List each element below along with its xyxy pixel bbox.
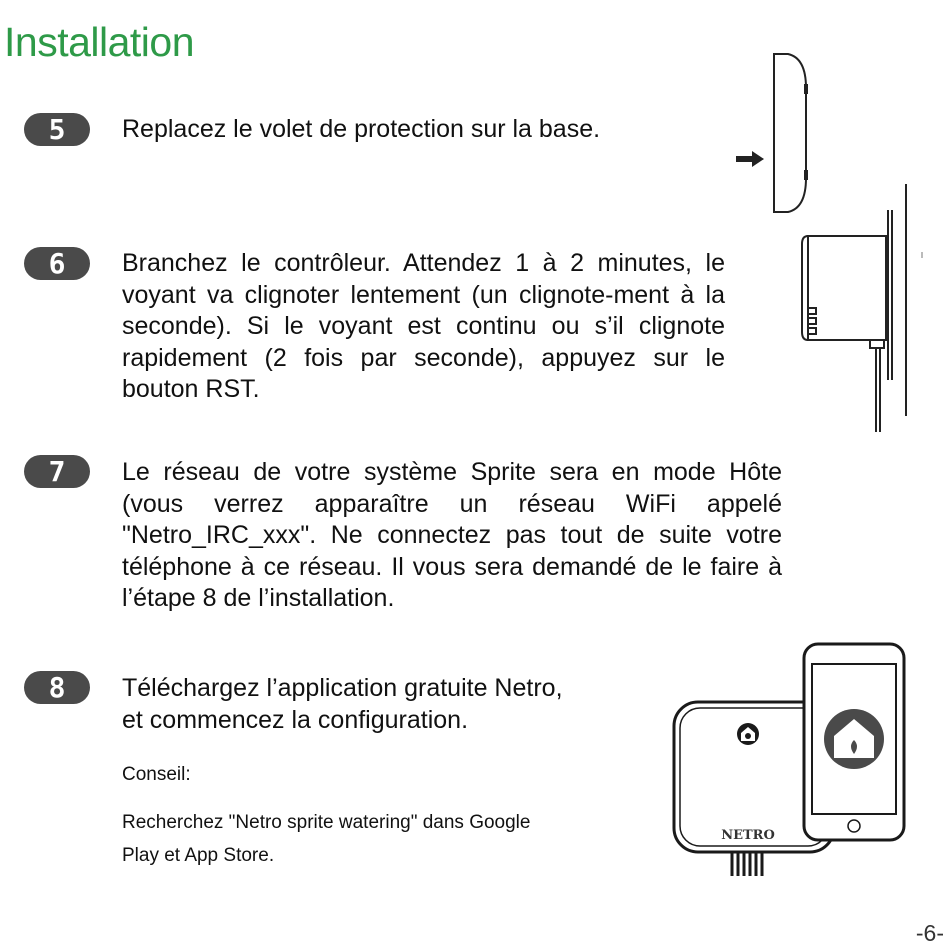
step-5-badge: 5 (24, 113, 90, 146)
step-5-text: Replacez le volet de protection sur la base. (122, 115, 601, 143)
device-brand-label: NETRO (721, 828, 775, 843)
page-title: Installation (4, 19, 195, 65)
netro-logo-icon (737, 723, 759, 745)
page-number: -6- (915, 920, 944, 946)
step-7-text: Le réseau de votre système Sprite sera en mode Hôte (vous verrez apparaître un réseau WiFi appelé "Netro_IRC_xxx". Ne connectez pas tout de suite votre téléphone à ce réseau. Il vous sera demandé de le faire à l’étape 8 de l’installation. (122, 458, 782, 612)
step-6-badge: 6 (24, 247, 90, 280)
controller-phone-illustration (668, 640, 908, 880)
arrow-right-icon (736, 151, 764, 167)
step-7-badge: 7 (24, 455, 90, 488)
wall-mount-illustration (800, 180, 930, 436)
tip-body: Recherchez "Netro sprite watering" dans Google Play et App Store. (122, 812, 531, 866)
step-8-text-line-1: Téléchargez l’application gratuite Netro, (122, 674, 563, 702)
step-8-badge: 8 (24, 671, 90, 704)
step-6-text: Branchez le contrôleur. Attendez 1 à 2 minutes, le voyant va clignoter lentement (un clignote-ment à la seconde). Si le voyant est continu ou s’il clignote rapidement (2 fois par seconde), appuyez sur le bouton RST. (122, 249, 725, 403)
netro-app-icon (824, 709, 884, 769)
step-8-text-line-2: et commencez la configuration. (122, 705, 469, 734)
step-8-text (122, 673, 662, 736)
tip-label: Conseil: (122, 764, 191, 785)
